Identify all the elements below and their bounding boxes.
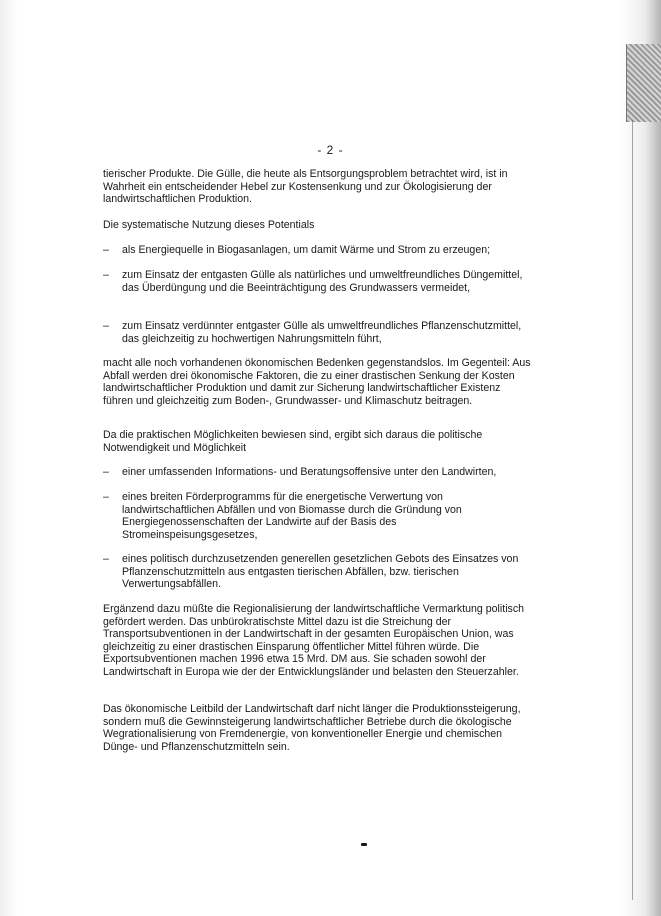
policy-item-text: einer umfassenden Informations- und Beratungsoffensive unter den Landwirten, [122,466,497,478]
paragraph-political-lead: Da die praktischen Möglichkeiten bewiesen sind, ergibt sich daraus die politische Notwendigkeit und Möglichkeit [103,429,483,454]
paragraph-potential-lead: Die systematische Nutzung dieses Potentials [103,219,315,231]
policy-item-text: eines breiten Förderprogramms für die energetische Verwertung von landwirtschaftlichen Abfällen und von Biomasse durch die Gründung von Energiegenossenschaften der Landwirte auf der Basis des Stromeinspeisungsgesetzes, [122,491,462,541]
policy-list-item [103,553,533,591]
scan-left-edge [0,0,18,916]
policy-item-text: eines politisch durchzusetzenden generellen gesetzlichen Gebots des Einsatzes von Pflanzenschutzmitteln aus entgasten tierischen Abfällen, bzw. tierischen Verwertungsabfällen. [122,553,519,591]
scan-speck [361,843,367,846]
list-dash: – [103,553,109,565]
binder-tab [626,44,661,122]
paragraph-intro: tierischer Produkte. Die Gülle, die heute als Entsorgungsproblem betrachtet wird, ist in Wahrheit ein entscheidender Hebel zur Kostensenkung und zur Ökologisierung der landwirtschaftlichen Produktion. [103,168,508,206]
scan-right-edge [621,0,661,916]
list-dash: – [103,491,109,503]
paragraph-regionalisation: Ergänzend dazu müßte die Regionalisierung der landwirtschaftliche Vermarktung politisch gefördert werden. Das unbürokratischste Mittel dazu ist die Streichung der Transportsubventionen in der Landwirtschaft in der gesamten Europäischen Union, was gleichzeitig zu einer drastischen Einsparung öffentlicher Mittel führen würde. Die Exportsubventionen machen 1996 etwa 15 Mrd. DM aus. Sie schaden sowohl der Landwirtschaft in Europa wie der der Entwicklungsländer und belasten den Steuerzahler. [103,603,525,678]
usage-item-text: zum Einsatz der entgasten Gülle als natürliches und umweltfreundliches Düngemittel, das Überdüngung und die Beeinträchtigung des Grundwassers vermeidet, [122,269,523,294]
list-dash: – [103,244,109,256]
list-dash: – [103,320,109,332]
policy-list-item [103,466,533,479]
usage-list-item [103,320,533,345]
usage-list-item [103,269,533,294]
list-dash: – [103,466,109,478]
usage-list-item [103,244,533,257]
page-edge-line [632,120,633,900]
policy-list-item [103,491,533,541]
usage-item-text: zum Einsatz verdünnter entgaster Gülle als umweltfreundliches Pflanzenschutzmittel, das gleichzeitig zu hochwertigen Nahrungsmitteln führt, [122,320,522,345]
page-number: - 2 - [317,143,344,157]
paragraph-final: Das ökonomische Leitbild der Landwirtschaft darf nicht länger die Produktionssteigerung, sondern muß die Gewinnsteigerung landwirtschaftlicher Betriebe durch die ökologische Wegrationalisierung von Fremdenergie, von konventioneller Energie und chemischen Dünge- und Pflanzenschutzmitteln sein. [103,703,521,753]
list-dash: – [103,269,109,281]
usage-item-text: als Energiequelle in Biogasanlagen, um damit Wärme und Strom zu erzeugen; [122,244,491,256]
paragraph-conclusion: macht alle noch vorhandenen ökonomischen Bedenken gegenstandslos. Im Gegenteil: Aus Abfall werden drei ökonomische Faktoren, die zu einer drastischen Senkung der Kosten landwirtschaftlicher Produktion und damit zur Sicherung landwirtschaftlicher Existenz führen und gleichzeitig zum Boden-, Grundwasser- und Klimaschutz beitragen. [103,357,531,407]
